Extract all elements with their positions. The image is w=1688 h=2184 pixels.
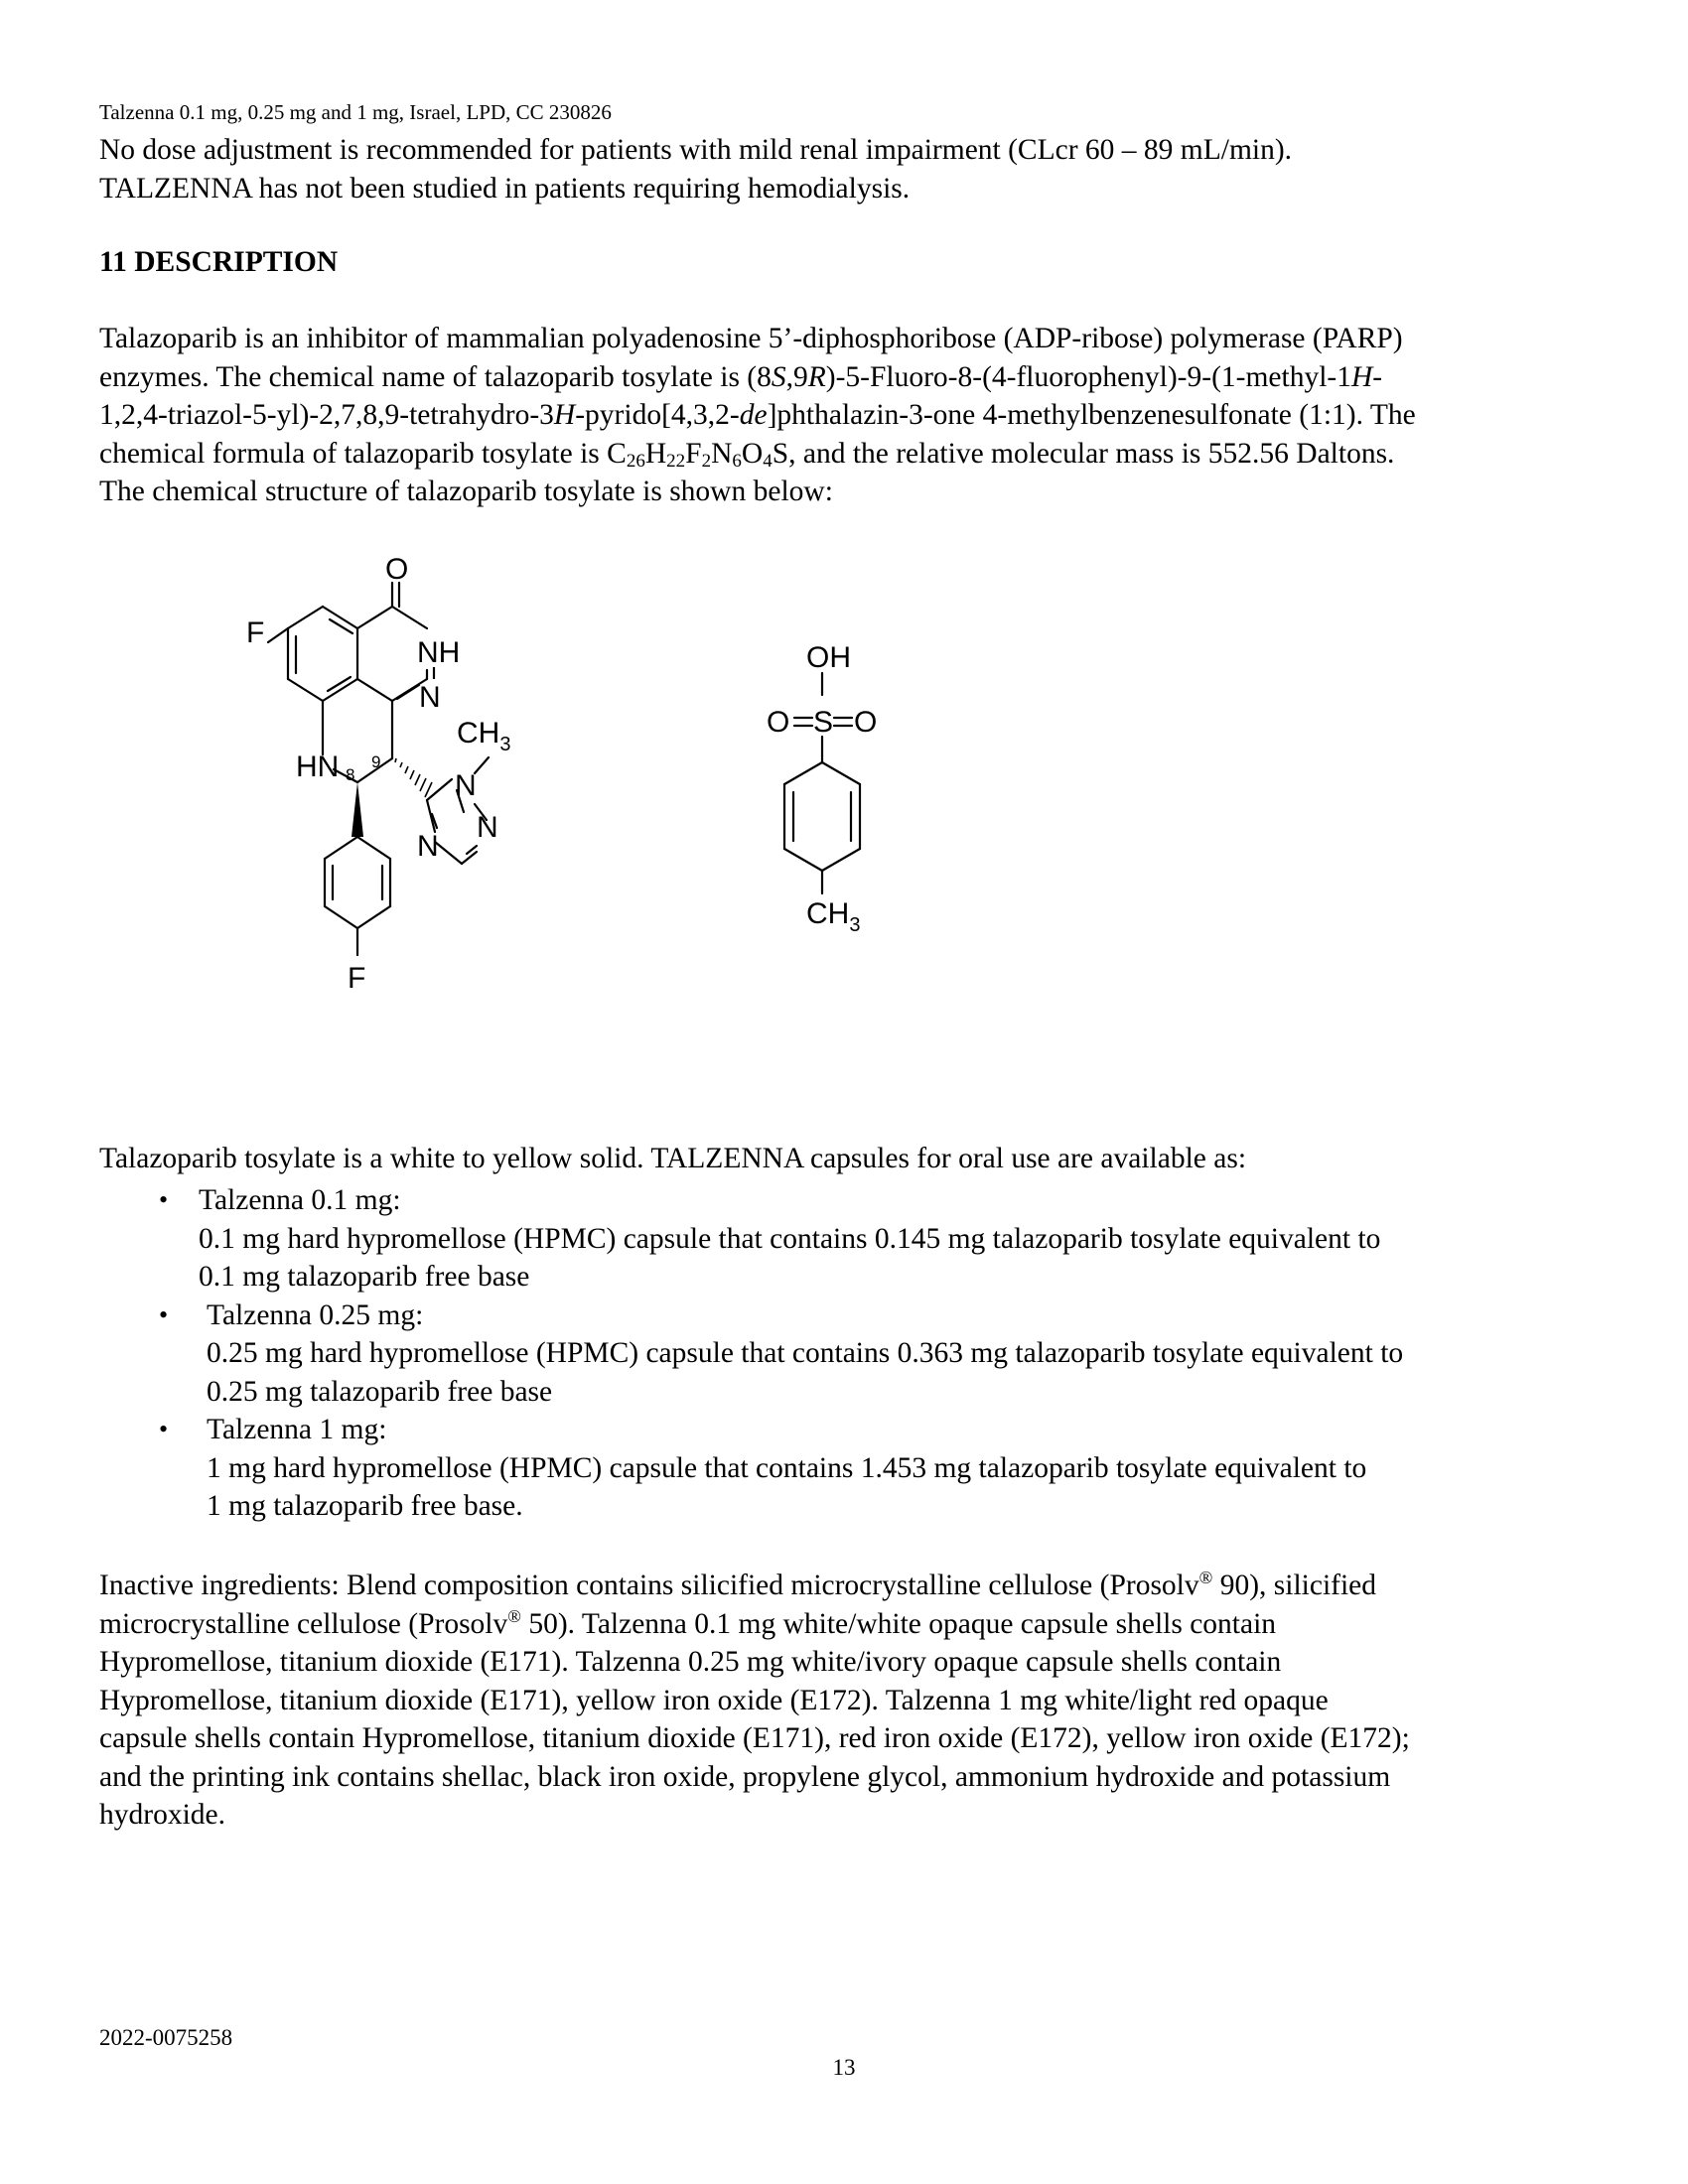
chemical-formula-line: chemical formula of talazoparib tosylate is $C_{26}H_{22}F_2N_6O_4S$, and the relative molecular mass is 552.56 Daltons. — [99, 437, 1395, 472]
intro-paragraph — [99, 131, 1292, 207]
list-item-line: 0.25 mg talazoparib free base — [207, 1375, 553, 1408]
list-item — [99, 1411, 1609, 1526]
bullet-icon: • — [159, 1299, 169, 1329]
atom-label: $CH_3$ — [457, 717, 511, 755]
document-code: 2022-0075258 — [99, 2025, 233, 2050]
paragraph-line: and the printing ink contains shellac, black iron oxide, propylene glycol, ammonium hydroxide and potassium — [99, 1760, 1391, 1793]
atom-label: N — [455, 769, 477, 802]
chemical-structure-diagram — [179, 551, 933, 1087]
intro-line: TALZENNA has not been studied in patients requiring hemodialysis. — [99, 172, 911, 205]
availability-line: Talazoparib tosylate is a white to yellow solid. TALZENNA capsules for oral use are available as: — [99, 1143, 1247, 1174]
bullet-icon: • — [159, 1415, 169, 1443]
description-line: enzymes. The chemical name of talazoparib tosylate is (8S,9R)-5-Fluoro-8-(4-fluorophenyl)-9-(1-methyl-1H- — [99, 360, 1383, 393]
paragraph-line: capsule shells contain Hypromellose, titanium dioxide (E171), red iron oxide (E172), yellow iron oxide (E172); — [99, 1722, 1410, 1754]
list-item-line: 1 mg hard hypromellose (HPMC) capsule that contains 1.453 mg talazoparib tosylate equivalent to — [207, 1451, 1367, 1484]
paragraph-line: hydroxide. — [99, 1799, 225, 1831]
structure-bonds — [268, 583, 860, 955]
description-line: Talazoparib is an inhibitor of mammalian polyadenosine 5’-diphosphoribose (ADP-ribose) polymerase (PARP) — [99, 323, 1403, 354]
atom-label: OH — [806, 641, 851, 674]
description-line: The chemical structure of talazoparib tosylate is shown below: — [99, 476, 833, 507]
position-number: 9 — [371, 752, 381, 771]
list-item-line: 0.1 mg talazoparib free base — [199, 1261, 530, 1293]
atom-label: O — [767, 706, 790, 739]
atom-label: HN — [296, 751, 340, 783]
list-item-title: Talzenna 0.25 mg: — [207, 1298, 424, 1331]
paragraph-line: microcrystalline cellulose (Prosolv® 50). Talzenna 0.1 mg white/white opaque capsule shells contain — [99, 1605, 1277, 1640]
intro-line: No dose adjustment is recommended for patients with mild renal impairment (CLcr 60 – 89 mL/min). — [99, 134, 1293, 166]
position-number: 8 — [346, 765, 355, 784]
atom-label: N — [417, 830, 439, 863]
hashed-bond — [395, 758, 432, 797]
atom-label: N — [419, 681, 441, 714]
list-item-line: 0.25 mg hard hypromellose (HPMC) capsule that contains 0.363 mg talazoparib tosylate equivalent to — [207, 1337, 1404, 1369]
atom-label: F — [246, 616, 265, 649]
description-paragraph — [99, 320, 1609, 511]
list-item-line: 1 mg talazoparib free base. — [207, 1490, 523, 1522]
inactive-ingredients-paragraph — [99, 1567, 1628, 1835]
atom-label: $CH_3$ — [806, 897, 861, 936]
atom-label: O — [385, 553, 409, 586]
atom-label: O — [854, 706, 878, 739]
atom-label: S — [813, 706, 834, 739]
list-item — [99, 1297, 1609, 1412]
paragraph-line: Hypromellose, titanium dioxide (E171), yellow iron oxide (E172). Talzenna 1 mg white/light red opaque — [99, 1684, 1329, 1716]
atom-label: N — [477, 811, 498, 844]
atom-label: F — [348, 962, 366, 995]
bullet-icon: • — [159, 1185, 169, 1214]
paragraph-line: Hypromellose, titanium dioxide (E171). Talzenna 0.25 mg white/ivory opaque capsule shells contain — [99, 1646, 1282, 1678]
document-header: Talzenna 0.1 mg, 0.25 mg and 1 mg, Israel, LPD, CC 230826 — [99, 100, 612, 124]
wedge-bond — [352, 782, 363, 837]
paragraph-line: Inactive ingredients: Blend composition contains silicified microcrystalline cellulose (Prosolv® 90), silicified — [99, 1568, 1376, 1601]
list-item-title: Talzenna 1 mg: — [207, 1414, 387, 1445]
section-heading: 11 DESCRIPTION — [99, 246, 339, 278]
list-item — [99, 1181, 1609, 1297]
dosage-forms-list — [99, 1181, 1609, 1526]
list-item-line: 0.1 mg hard hypromellose (HPMC) capsule that contains 0.145 mg talazoparib tosylate equivalent to — [199, 1222, 1381, 1255]
atom-label: NH — [417, 636, 461, 669]
page-number: 13 — [832, 2055, 856, 2080]
description-line: 1,2,4-triazol-5-yl)-2,7,8,9-tetrahydro-3H-pyrido[4,3,2-de]phthalazin-3-one 4-methylbenzenesulfonate (1:1). The — [99, 399, 1416, 431]
list-item-title: Talzenna 0.1 mg: — [199, 1184, 401, 1216]
